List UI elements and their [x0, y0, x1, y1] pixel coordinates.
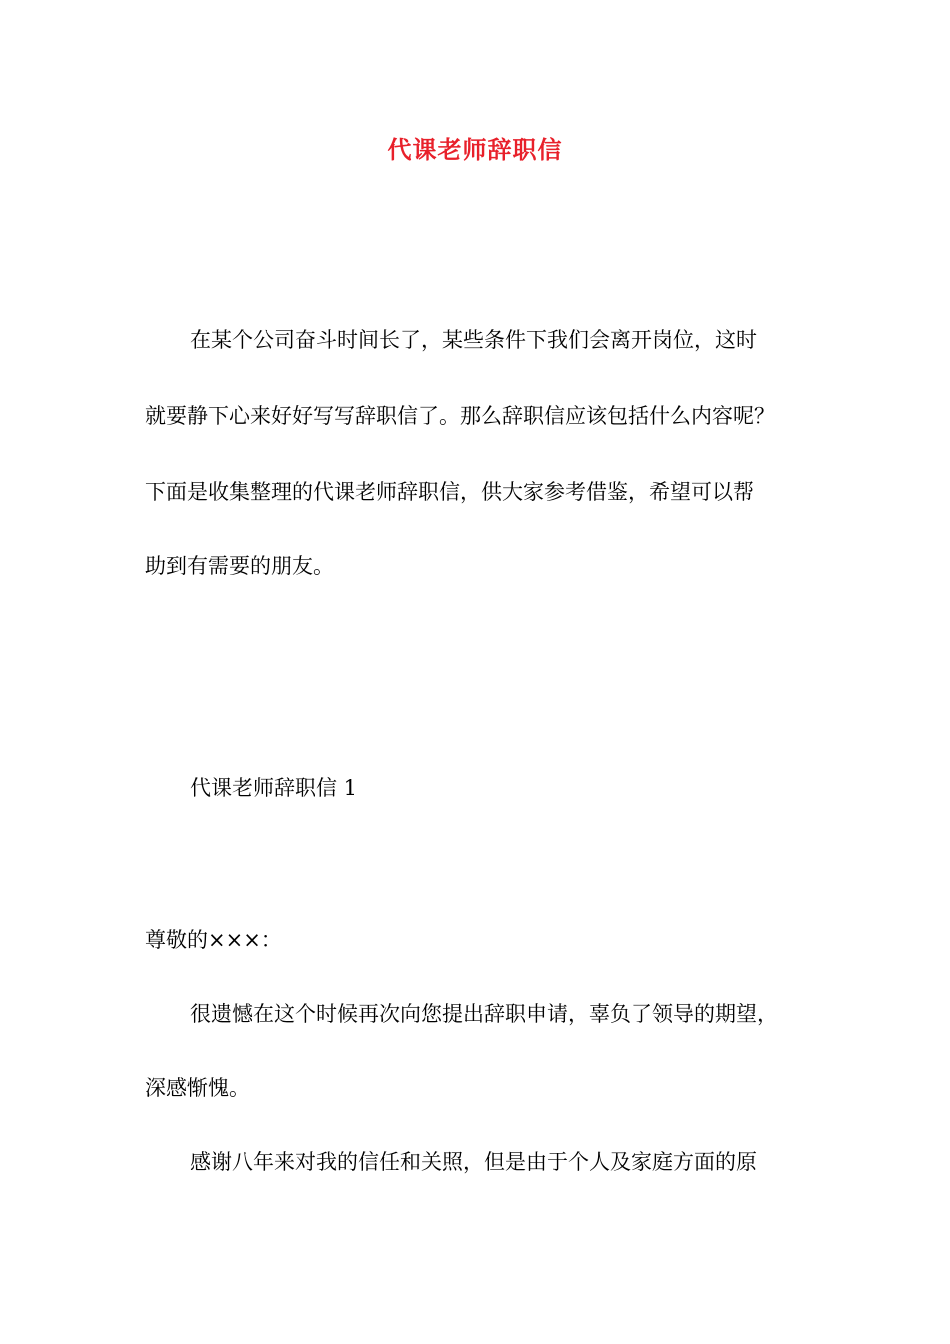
paragraph-1-line-1: 很遗憾在这个时候再次向您提出辞职申请，辜负了领导的期望， [190, 1002, 778, 1026]
intro-line-2: 就要静下心来好好写写辞职信了。那么辞职信应该包括什么内容呢？ [145, 404, 775, 428]
salutation: 尊敬的×××： [145, 928, 282, 952]
section-heading: 代课老师辞职信 1 [190, 776, 358, 800]
intro-line-3: 下面是收集整理的代课老师辞职信，供大家参考借鉴，希望可以帮 [145, 480, 754, 504]
paragraph-2-line-1: 感谢八年来对我的信任和关照，但是由于个人及家庭方面的原 [190, 1150, 757, 1174]
paragraph-1-line-2: 深感惭愧。 [145, 1076, 250, 1100]
intro-line-4: 助到有需要的朋友。 [145, 554, 334, 578]
document-title: 代课老师辞职信 [387, 135, 563, 164]
intro-line-1: 在某个公司奋斗时间长了，某些条件下我们会离开岗位，这时 [190, 328, 757, 352]
